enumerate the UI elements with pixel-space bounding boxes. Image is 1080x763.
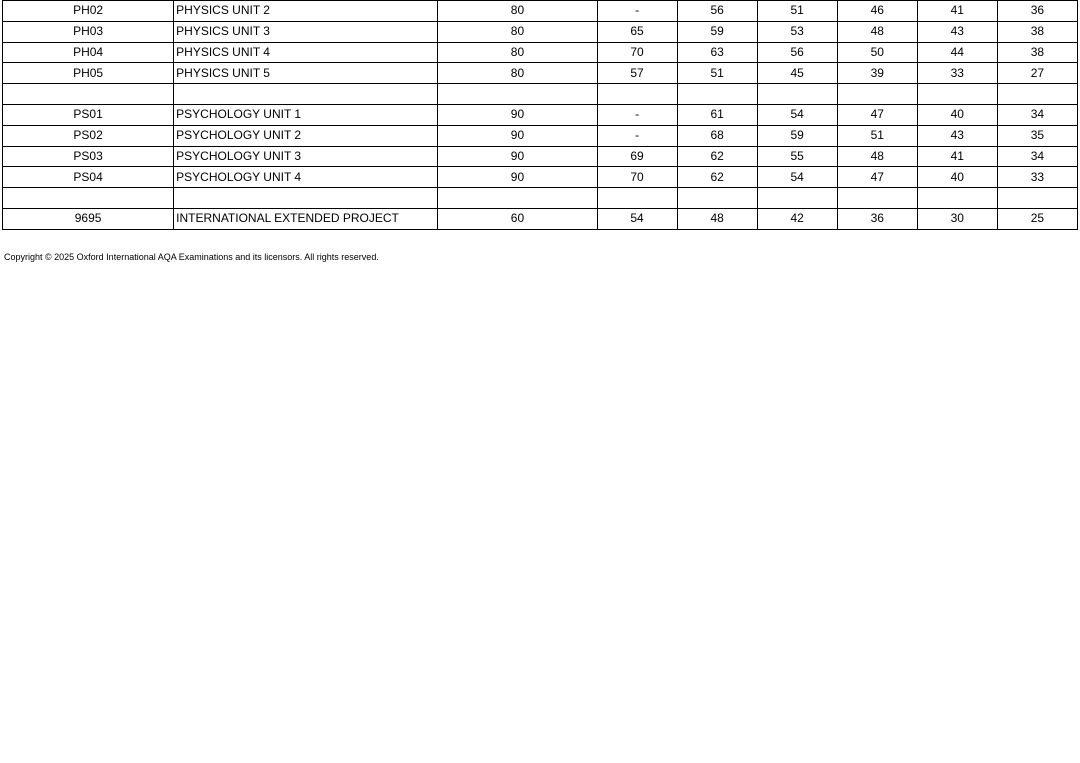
grade-d-cell xyxy=(917,188,997,209)
grade-a-star-cell: 70 xyxy=(597,167,677,188)
unit-title-cell xyxy=(174,84,438,105)
table-row xyxy=(3,63,1078,84)
table-row xyxy=(3,125,1078,146)
grade-b-cell xyxy=(757,84,837,105)
grade-d-cell: 40 xyxy=(917,167,997,188)
table-row xyxy=(3,42,1078,63)
unit-code-cell xyxy=(3,188,174,209)
grade-d-cell xyxy=(917,84,997,105)
unit-code-cell: PS01 xyxy=(3,104,174,125)
grade-b-cell: 53 xyxy=(757,21,837,42)
grade-d-cell: 43 xyxy=(917,125,997,146)
grade-a-star-cell: 57 xyxy=(597,63,677,84)
grade-a-cell: 48 xyxy=(677,208,757,229)
unit-title-cell xyxy=(174,188,438,209)
grade-d-cell: 43 xyxy=(917,21,997,42)
grade-c-cell: 46 xyxy=(837,1,917,22)
unit-title-cell: PHYSICS UNIT 3 xyxy=(174,21,438,42)
grade-c-cell: 39 xyxy=(837,63,917,84)
grade-d-cell: 41 xyxy=(917,1,997,22)
max-mark-cell xyxy=(438,84,597,105)
grade-c-cell: 47 xyxy=(837,167,917,188)
grade-a-cell: 63 xyxy=(677,42,757,63)
grade-c-cell: 48 xyxy=(837,146,917,167)
grade-e-cell: 25 xyxy=(997,208,1077,229)
grade-table-body xyxy=(3,1,1078,230)
unit-code-cell: PS04 xyxy=(3,167,174,188)
grade-a-star-cell xyxy=(597,84,677,105)
table-row xyxy=(3,1,1078,22)
table-row xyxy=(3,167,1078,188)
grade-c-cell xyxy=(837,188,917,209)
grade-a-star-cell: 70 xyxy=(597,42,677,63)
grade-e-cell: 35 xyxy=(997,125,1077,146)
unit-code-cell: PH04 xyxy=(3,42,174,63)
grade-a-star-cell: 69 xyxy=(597,146,677,167)
grade-a-cell: 59 xyxy=(677,21,757,42)
unit-code-cell: PH05 xyxy=(3,63,174,84)
unit-title-cell: PSYCHOLOGY UNIT 4 xyxy=(174,167,438,188)
grade-e-cell: 38 xyxy=(997,21,1077,42)
max-mark-cell: 80 xyxy=(438,63,597,84)
max-mark-cell: 90 xyxy=(438,125,597,146)
grade-d-cell: 30 xyxy=(917,208,997,229)
grade-e-cell: 34 xyxy=(997,104,1077,125)
unit-title-cell: PSYCHOLOGY UNIT 2 xyxy=(174,125,438,146)
unit-title-cell: PHYSICS UNIT 5 xyxy=(174,63,438,84)
grade-a-star-cell: - xyxy=(597,1,677,22)
grade-c-cell: 48 xyxy=(837,21,917,42)
grade-e-cell: 38 xyxy=(997,42,1077,63)
grade-e-cell xyxy=(997,84,1077,105)
grade-a-star-cell: - xyxy=(597,125,677,146)
grade-e-cell: 33 xyxy=(997,167,1077,188)
unit-code-cell xyxy=(3,84,174,105)
max-mark-cell: 90 xyxy=(438,104,597,125)
grade-a-cell: 62 xyxy=(677,167,757,188)
unit-title-cell: PHYSICS UNIT 4 xyxy=(174,42,438,63)
copyright-notice: Copyright © 2025 Oxford International AQA Examinations and its licensors. All rights reserved. xyxy=(4,252,379,262)
unit-title-cell: PSYCHOLOGY UNIT 1 xyxy=(174,104,438,125)
grade-e-cell: 27 xyxy=(997,63,1077,84)
grade-d-cell: 40 xyxy=(917,104,997,125)
max-mark-cell: 80 xyxy=(438,21,597,42)
grade-e-cell: 36 xyxy=(997,1,1077,22)
table-row xyxy=(3,208,1078,229)
grade-a-cell: 62 xyxy=(677,146,757,167)
grade-b-cell xyxy=(757,188,837,209)
grade-a-cell xyxy=(677,84,757,105)
grade-d-cell: 41 xyxy=(917,146,997,167)
grade-c-cell: 36 xyxy=(837,208,917,229)
max-mark-cell: 90 xyxy=(438,167,597,188)
max-mark-cell: 60 xyxy=(438,208,597,229)
grade-boundaries-table xyxy=(2,0,1078,230)
unit-title-cell: PHYSICS UNIT 2 xyxy=(174,1,438,22)
grade-c-cell: 47 xyxy=(837,104,917,125)
max-mark-cell: 80 xyxy=(438,42,597,63)
unit-code-cell: 9695 xyxy=(3,208,174,229)
table-row xyxy=(3,146,1078,167)
grade-a-star-cell: 54 xyxy=(597,208,677,229)
spacer-row xyxy=(3,188,1078,209)
unit-code-cell: PH02 xyxy=(3,1,174,22)
grade-b-cell: 42 xyxy=(757,208,837,229)
unit-code-cell: PS03 xyxy=(3,146,174,167)
unit-code-cell: PS02 xyxy=(3,125,174,146)
grade-d-cell: 33 xyxy=(917,63,997,84)
grade-b-cell: 55 xyxy=(757,146,837,167)
grade-c-cell xyxy=(837,84,917,105)
grade-b-cell: 56 xyxy=(757,42,837,63)
grade-b-cell: 45 xyxy=(757,63,837,84)
grade-a-star-cell: 65 xyxy=(597,21,677,42)
table-row xyxy=(3,104,1078,125)
grade-a-cell xyxy=(677,188,757,209)
grade-e-cell: 34 xyxy=(997,146,1077,167)
grade-b-cell: 54 xyxy=(757,167,837,188)
grade-e-cell xyxy=(997,188,1077,209)
max-mark-cell: 90 xyxy=(438,146,597,167)
unit-title-cell: INTERNATIONAL EXTENDED PROJECT xyxy=(174,208,438,229)
grade-b-cell: 51 xyxy=(757,1,837,22)
grade-a-cell: 51 xyxy=(677,63,757,84)
grade-d-cell: 44 xyxy=(917,42,997,63)
grade-a-cell: 61 xyxy=(677,104,757,125)
spacer-row xyxy=(3,84,1078,105)
grade-a-cell: 56 xyxy=(677,1,757,22)
unit-title-cell: PSYCHOLOGY UNIT 3 xyxy=(174,146,438,167)
table-row xyxy=(3,21,1078,42)
grade-b-cell: 59 xyxy=(757,125,837,146)
grade-a-cell: 68 xyxy=(677,125,757,146)
grade-a-star-cell xyxy=(597,188,677,209)
grade-b-cell: 54 xyxy=(757,104,837,125)
grade-c-cell: 50 xyxy=(837,42,917,63)
grade-c-cell: 51 xyxy=(837,125,917,146)
max-mark-cell xyxy=(438,188,597,209)
grade-a-star-cell: - xyxy=(597,104,677,125)
unit-code-cell: PH03 xyxy=(3,21,174,42)
max-mark-cell: 80 xyxy=(438,1,597,22)
